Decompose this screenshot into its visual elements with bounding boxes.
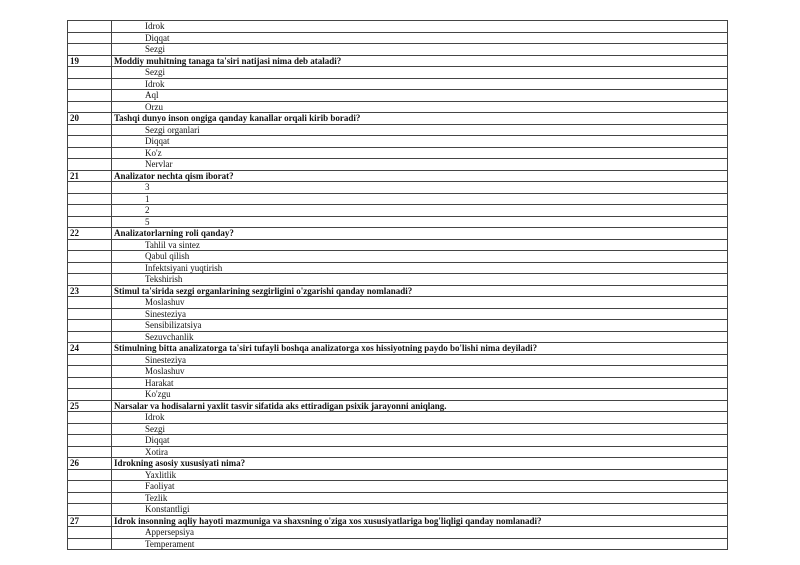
option-number-cell: [68, 182, 112, 194]
option-number-cell: [68, 527, 112, 539]
answer-option-row: [68, 412, 728, 424]
option-number-cell: [68, 78, 112, 90]
option-number-cell: [68, 469, 112, 481]
question-text: Idrokning asosiy xususiyati nima?: [112, 458, 728, 470]
answer-option-text: Xotira: [112, 446, 728, 458]
option-number-cell: [68, 538, 112, 550]
answer-option-row: [68, 67, 728, 79]
answer-option-text: Sinesteziya: [112, 354, 728, 366]
option-number-cell: [68, 32, 112, 44]
answer-option-row: [68, 205, 728, 217]
option-number-cell: [68, 90, 112, 102]
answer-option-text: Harakat: [112, 377, 728, 389]
answer-option-row: [68, 389, 728, 401]
answer-option-text: Tekshirish: [112, 274, 728, 286]
answer-option-row: [68, 251, 728, 263]
answer-option-row: [68, 297, 728, 309]
answer-option-row: [68, 320, 728, 332]
answer-option-row: [68, 504, 728, 516]
answer-option-text: Sezgi: [112, 67, 728, 79]
answer-option-text: Konstantligi: [112, 504, 728, 516]
option-number-cell: [68, 366, 112, 378]
question-number: 25: [68, 400, 112, 412]
option-number-cell: [68, 308, 112, 320]
option-number-cell: [68, 389, 112, 401]
answer-option-row: [68, 147, 728, 159]
quiz-table-body: [68, 21, 728, 550]
option-number-cell: [68, 262, 112, 274]
answer-option-text: 1: [112, 193, 728, 205]
question-row: [68, 515, 728, 527]
question-number: 20: [68, 113, 112, 125]
question-text: Tashqi dunyo inson ongiga qanday kanallar orqali kirib boradi?: [112, 113, 728, 125]
option-number-cell: [68, 446, 112, 458]
question-text: Stimulning bitta analizatorga ta'siri tufayli boshqa analizatorga xos hissiyotning paydo bo'lishi nima deyiladi?: [112, 343, 728, 355]
answer-option-row: [68, 377, 728, 389]
answer-option-row: [68, 423, 728, 435]
answer-option-row: [68, 216, 728, 228]
answer-option-row: [68, 182, 728, 194]
option-number-cell: [68, 504, 112, 516]
question-number: 23: [68, 285, 112, 297]
answer-option-text: Qabul qilish: [112, 251, 728, 263]
question-row: [68, 228, 728, 240]
answer-option-text: Ko'z: [112, 147, 728, 159]
answer-option-row: [68, 354, 728, 366]
answer-option-row: [68, 101, 728, 113]
option-number-cell: [68, 205, 112, 217]
option-number-cell: [68, 377, 112, 389]
question-row: [68, 343, 728, 355]
question-number: 22: [68, 228, 112, 240]
answer-option-text: 5: [112, 216, 728, 228]
question-number: 24: [68, 343, 112, 355]
question-row: [68, 285, 728, 297]
option-number-cell: [68, 124, 112, 136]
option-number-cell: [68, 423, 112, 435]
option-number-cell: [68, 193, 112, 205]
answer-option-row: [68, 193, 728, 205]
answer-option-row: [68, 32, 728, 44]
option-number-cell: [68, 435, 112, 447]
question-row: [68, 55, 728, 67]
option-number-cell: [68, 331, 112, 343]
answer-option-row: [68, 90, 728, 102]
answer-option-text: Moslashuv: [112, 366, 728, 378]
answer-option-row: [68, 435, 728, 447]
answer-option-row: [68, 331, 728, 343]
quiz-table: [67, 20, 728, 550]
answer-option-text: Yaxlitlik: [112, 469, 728, 481]
answer-option-row: [68, 366, 728, 378]
answer-option-row: [68, 21, 728, 33]
answer-option-text: Ko'zgu: [112, 389, 728, 401]
answer-option-row: [68, 78, 728, 90]
answer-option-row: [68, 492, 728, 504]
question-number: 19: [68, 55, 112, 67]
option-number-cell: [68, 320, 112, 332]
answer-option-text: Sezgi: [112, 423, 728, 435]
option-number-cell: [68, 239, 112, 251]
answer-option-text: Tezlik: [112, 492, 728, 504]
option-number-cell: [68, 216, 112, 228]
question-number: 27: [68, 515, 112, 527]
option-number-cell: [68, 481, 112, 493]
option-number-cell: [68, 21, 112, 33]
answer-option-row: [68, 159, 728, 171]
option-number-cell: [68, 297, 112, 309]
answer-option-text: Idrok: [112, 78, 728, 90]
answer-option-text: Idrok: [112, 21, 728, 33]
answer-option-text: Nervlar: [112, 159, 728, 171]
answer-option-text: 2: [112, 205, 728, 217]
option-number-cell: [68, 274, 112, 286]
answer-option-row: [68, 446, 728, 458]
answer-option-row: [68, 538, 728, 550]
question-row: [68, 113, 728, 125]
answer-option-row: [68, 124, 728, 136]
option-number-cell: [68, 44, 112, 56]
answer-option-row: [68, 469, 728, 481]
question-text: Moddiy muhitning tanaga ta'siri natijasi nima deb ataladi?: [112, 55, 728, 67]
option-number-cell: [68, 354, 112, 366]
answer-option-text: Sensibilizatsiya: [112, 320, 728, 332]
answer-option-text: Idrok: [112, 412, 728, 424]
answer-option-text: 3: [112, 182, 728, 194]
question-text: Analizator nechta qism iborat?: [112, 170, 728, 182]
answer-option-row: [68, 262, 728, 274]
answer-option-text: Sezuvchanlik: [112, 331, 728, 343]
answer-option-row: [68, 239, 728, 251]
answer-option-row: [68, 44, 728, 56]
answer-option-text: Diqqat: [112, 32, 728, 44]
option-number-cell: [68, 492, 112, 504]
answer-option-row: [68, 481, 728, 493]
question-row: [68, 170, 728, 182]
answer-option-text: Sinesteziya: [112, 308, 728, 320]
option-number-cell: [68, 136, 112, 148]
option-number-cell: [68, 147, 112, 159]
answer-option-text: Appersepsiya: [112, 527, 728, 539]
option-number-cell: [68, 101, 112, 113]
question-row: [68, 458, 728, 470]
option-number-cell: [68, 159, 112, 171]
answer-option-text: Faoliyat: [112, 481, 728, 493]
answer-option-text: Orzu: [112, 101, 728, 113]
answer-option-text: Temperament: [112, 538, 728, 550]
question-number: 21: [68, 170, 112, 182]
answer-option-text: Aql: [112, 90, 728, 102]
question-text: Stimul ta'sirida sezgi organlarining sezgirligini o'zgarishi qanday nomlanadi?: [112, 285, 728, 297]
option-number-cell: [68, 67, 112, 79]
answer-option-text: Tahlil va sintez: [112, 239, 728, 251]
question-row: [68, 400, 728, 412]
answer-option-text: Sezgi organlari: [112, 124, 728, 136]
answer-option-text: Sezgi: [112, 44, 728, 56]
answer-option-text: Moslashuv: [112, 297, 728, 309]
question-text: Idrok insonning aqliy hayoti mazmuniga va shaxsning o'ziga xos xususiyatlariga bog'liqligi qanday nomlanadi?: [112, 515, 728, 527]
answer-option-text: Diqqat: [112, 435, 728, 447]
answer-option-row: [68, 274, 728, 286]
answer-option-row: [68, 136, 728, 148]
answer-option-row: [68, 527, 728, 539]
question-text: Analizatorlarning roli qanday?: [112, 228, 728, 240]
answer-option-row: [68, 308, 728, 320]
option-number-cell: [68, 251, 112, 263]
answer-option-text: Diqqat: [112, 136, 728, 148]
question-text: Narsalar va hodisalarni yaxlit tasvir sifatida aks ettiradigan psixik jarayonni aniqlang.: [112, 400, 728, 412]
option-number-cell: [68, 412, 112, 424]
question-number: 26: [68, 458, 112, 470]
answer-option-text: Infektsiyani yuqtirish: [112, 262, 728, 274]
